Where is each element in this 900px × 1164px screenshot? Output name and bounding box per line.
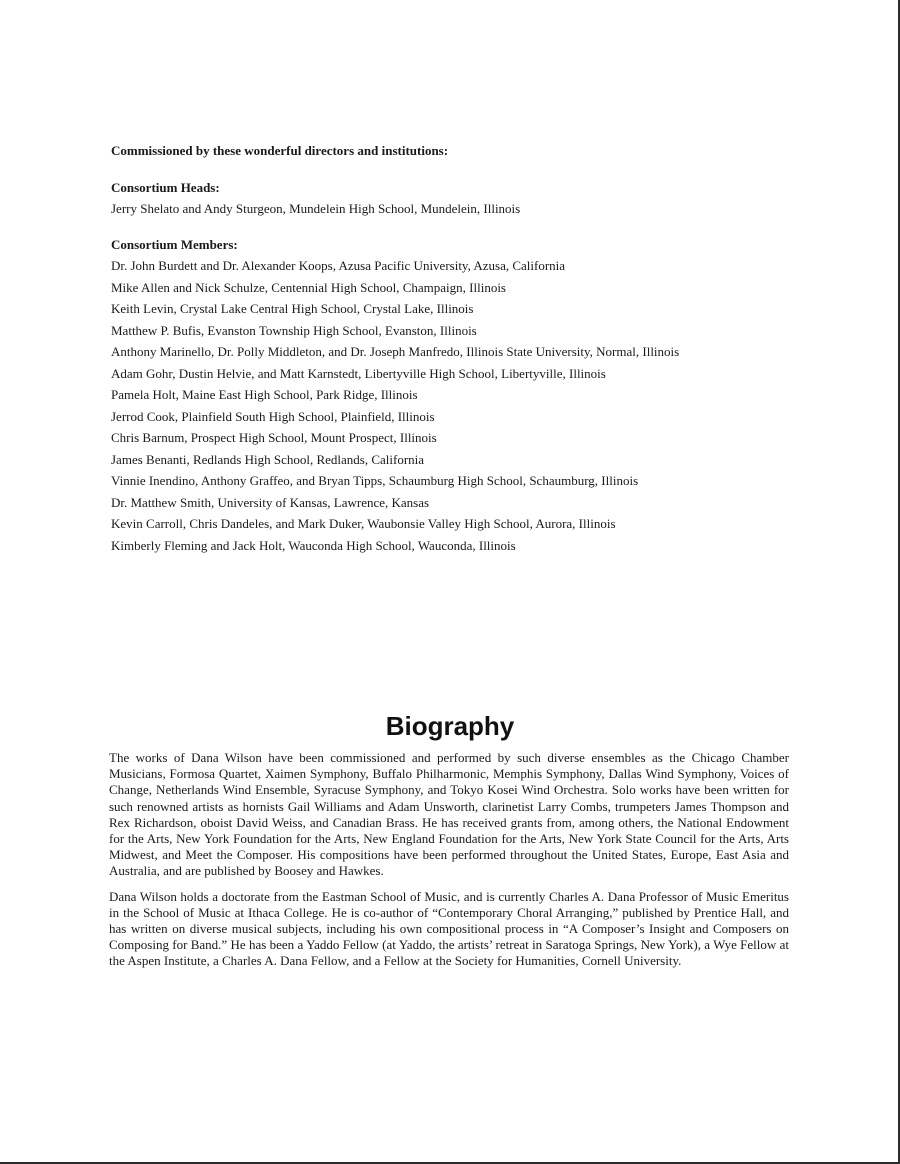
consortium-heads-heading: Consortium Heads: xyxy=(111,179,220,195)
consortium-members-block xyxy=(111,234,811,557)
consortium-head-item: Jerry Shelato and Andy Sturgeon, Mundelein High School, Mundelein, Illinois xyxy=(111,201,521,216)
biography-title: Biography xyxy=(385,711,515,741)
consortium-member-item: Jerrod Cook, Plainfield South High School, Plainfield, Illinois xyxy=(111,408,435,424)
biography-section xyxy=(109,750,789,979)
consortium-heads-block xyxy=(111,177,811,220)
consortium-member-item: Matthew P. Bufis, Evanston Township High School, Evanston, Illinois xyxy=(111,322,477,338)
consortium-member-item: Anthony Marinello, Dr. Polly Middleton, and Dr. Joseph Manfredo, Illinois State University, Normal, Illinois xyxy=(111,344,680,359)
consortium-member-item: Pamela Holt, Maine East High School, Park Ridge, Illinois xyxy=(111,387,418,402)
biography-paragraph: Dana Wilson holds a doctorate from the Eastman School of Music, and is currently Charles A. Dana Professor of Music Emeritus in the School of Music at Ithaca College. He is co-author of “Contemporary Choral Arranging,” published by Prentice Hall, and has written on diverse musical subjects, including his own compositional process in “A Composer’s Insight and Composers on Composing for Band.” He has been a Yaddo Fellow (at Yaddo, the artists’ retreat in Saratoga Springs, New York), a Wye Fellow at the Aspen Institute, a Charles A. Dana Fellow, and a Fellow at the Society for Humanities, Cornell University. xyxy=(109,888,789,969)
consortium-member-item: Mike Allen and Nick Schulze, Centennial High School, Champaign, Illinois xyxy=(111,279,506,295)
consortium-member-item: James Benanti, Redlands High School, Redlands, California xyxy=(111,451,425,467)
consortium-members-heading: Consortium Members: xyxy=(111,236,238,252)
biography-paragraph: The works of Dana Wilson have been commissioned and performed by such diverse ensembles as the Chicago Chamber Musicians, Formosa Quartet, Xaimen Symphony, Buffalo Philharmonic, Memphis Symphony, Dallas Wind Symphony, Voices of Change, Netherlands Wind Ensemble, Syracuse Symphony, and Tokyo Kosei Wind Orchestra. Solo works have been written for such renowned artists as hornists Gail Williams and Adam Unsworth, clarinetist Larry Combs, trumpeters James Thompson and Rex Richardson, oboist David Weiss, and Canadian Brass. He has received grants from, among others, the National Endowment for the Arts, New York Foundation for the Arts, New England Foundation for the Arts, New York State Council for the Arts, Arts Midwest, and Meet the Composer. His compositions have been performed throughout the United States, Europe, East Asia and Australia, and are published by Boosey and Hawkes. xyxy=(109,750,789,879)
consortium-member-item: Dr. John Burdett and Dr. Alexander Koops, Azusa Pacific University, Azusa, California xyxy=(111,258,566,273)
consortium-member-item: Chris Barnum, Prospect High School, Mount Prospect, Illinois xyxy=(111,430,437,445)
consortium-member-item: Keith Levin, Crystal Lake Central High School, Crystal Lake, Illinois xyxy=(111,301,474,316)
commission-intro: Commissioned by these wonderful directors and institutions: xyxy=(111,143,449,158)
consortium-member-item: Dr. Matthew Smith, University of Kansas, Lawrence, Kansas xyxy=(111,494,430,510)
consortium-member-item: Vinnie Inendino, Anthony Graffeo, and Bryan Tipps, Schaumburg High School, Schaumburg, Illinois xyxy=(111,473,639,488)
consortium-member-item: Kimberly Fleming and Jack Holt, Wauconda High School, Wauconda, Illinois xyxy=(111,537,516,553)
consortium-member-item: Kevin Carroll, Chris Dandeles, and Mark Duker, Waubonsie Valley High School, Aurora, Illinois xyxy=(111,516,616,531)
consortium-member-item: Adam Gohr, Dustin Helvie, and Matt Karnstedt, Libertyville High School, Libertyville, Illinois xyxy=(111,365,606,381)
consortium-section xyxy=(111,140,811,556)
